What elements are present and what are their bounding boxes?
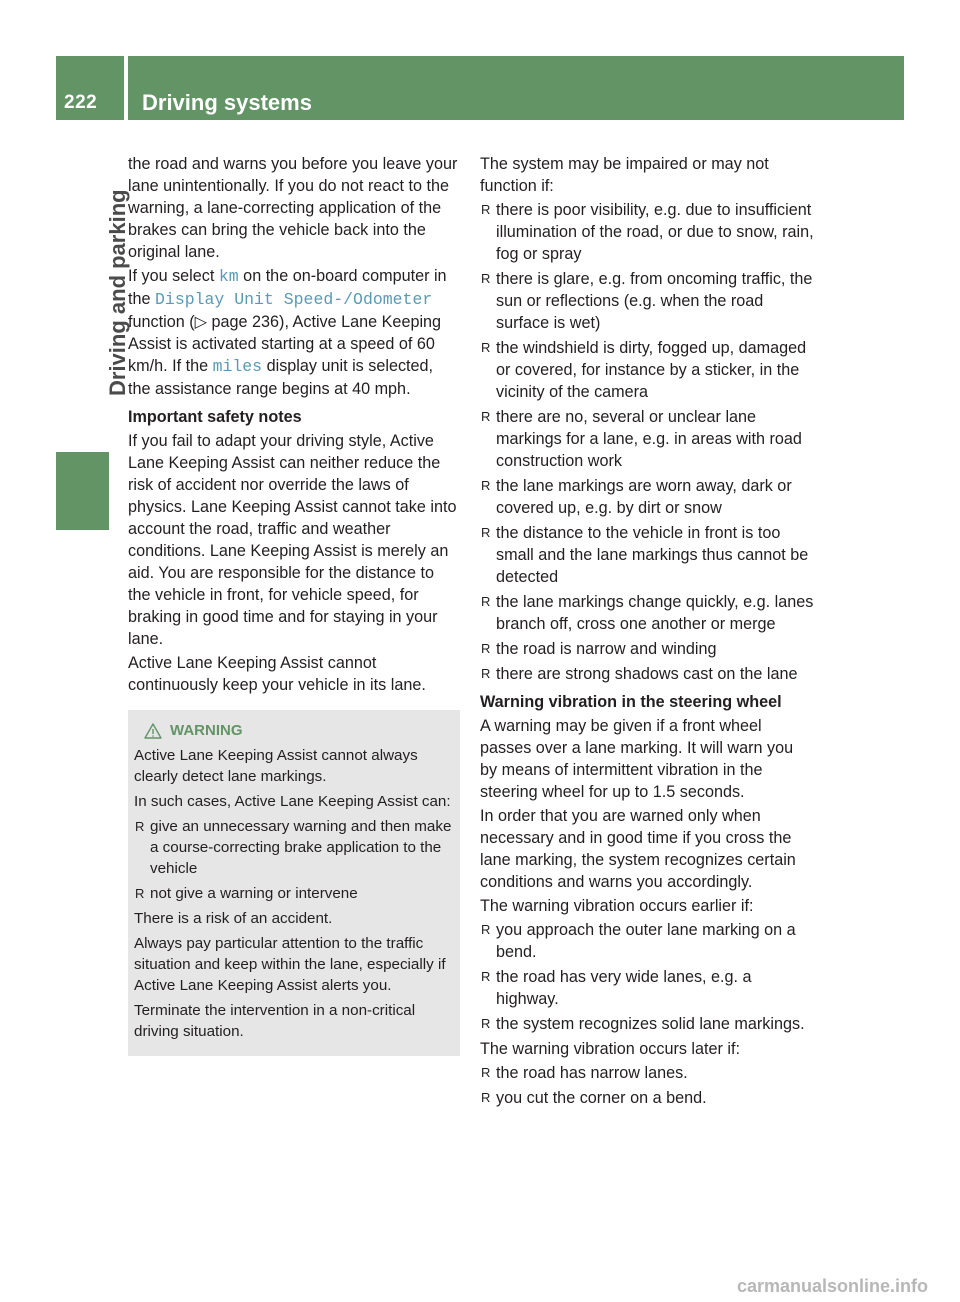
list-item: R you cut the corner on a bend. xyxy=(480,1087,814,1109)
earlier-intro: The warning vibration occurs earlier if: xyxy=(480,897,754,915)
list-item: R the lane markings change quickly, e.g. lanes branch off, cross one another or merge xyxy=(480,591,814,635)
later-bullet-list xyxy=(480,1062,814,1109)
list-item: R there is glare, e.g. from oncoming traffic, the sun or reflections (e.g. when the road surface is wet) xyxy=(480,268,814,334)
warning-paragraph-3: There is a risk of an accident. xyxy=(134,910,333,927)
list-item: R there are no, several or unclear lane markings for a lane, e.g. in areas with road construction work xyxy=(480,406,814,472)
side-tab-label: Driving and parking xyxy=(105,189,130,396)
safety-paragraph-1: If you fail to adapt your driving style, Active Lane Keeping Assist can neither reduce the risk of accident nor override the laws of physics. Lane Keeping Assist cannot take into account the road, traffic and weather conditions. Lane Keeping Assist is merely an aid. You are responsible for the distance to the vehicle in front, for vehicle speed, for braking in good time and for staying in your lane. xyxy=(128,432,457,648)
miles-code: miles xyxy=(212,357,263,376)
list-item: R there is poor visibility, e.g. due to insufficient illumination of the road, or due to snow, rain, fog or spray xyxy=(480,199,814,265)
right-column xyxy=(480,153,814,1112)
warning-paragraph-1: Active Lane Keeping Assist cannot always clearly detect lane markings. xyxy=(134,747,418,785)
text-segment: If you select xyxy=(128,267,219,285)
later-intro: The warning vibration occurs later if: xyxy=(480,1040,741,1058)
warning-header xyxy=(134,720,452,741)
list-item: R the road has very wide lanes, e.g. a highway. xyxy=(480,966,814,1010)
list-item: R the windshield is dirty, fogged up, damaged or covered, for instance by a sticker, in the vicinity of the camera xyxy=(480,337,814,403)
watermark: carmanualsonline.info xyxy=(736,1276,928,1296)
list-item: R the distance to the vehicle in front is too small and the lane markings thus cannot be detected xyxy=(480,522,814,588)
warning-bullet-list xyxy=(134,816,452,904)
page-number: 222 xyxy=(64,92,98,113)
vibration-heading: Warning vibration in the steering wheel xyxy=(480,693,782,711)
left-column xyxy=(128,153,460,1056)
list-item: R not give a warning or intervene xyxy=(134,883,452,904)
safety-heading: Important safety notes xyxy=(128,408,302,426)
intro-paragraph: the road and warns you before you leave your lane unintentionally. If you do not react to the warning, a lane-correcting application of the brakes can bring the vehicle back into the original lane. xyxy=(128,155,458,261)
warning-paragraph-2: In such cases, Active Lane Keeping Assist can: xyxy=(134,793,451,810)
earlier-bullet-list xyxy=(480,919,814,1035)
km-code: km xyxy=(218,267,239,286)
impaired-bullet-list xyxy=(480,199,814,685)
warning-paragraph-5: Terminate the intervention in a non-critical driving situation. xyxy=(134,1002,416,1040)
page-reference-link[interactable]: page 236), Active Lane Keeping Assist is activated starting at a speed of 60 km/h. If the xyxy=(128,313,442,375)
page-reference-arrow-icon: ▷ xyxy=(194,313,208,331)
warning-title: WARNING xyxy=(170,722,243,739)
list-item: R the road has narrow lanes. xyxy=(480,1062,814,1084)
safety-paragraph-2: Active Lane Keeping Assist cannot continuously keep your vehicle in its lane. xyxy=(128,654,426,694)
list-item: R there are strong shadows cast on the lane xyxy=(480,663,814,685)
list-item: R you approach the outer lane marking on a bend. xyxy=(480,919,814,963)
impaired-intro: The system may be impaired or may not function if: xyxy=(480,155,769,195)
side-tab-marker xyxy=(56,452,109,530)
header-divider xyxy=(124,56,128,124)
list-item: R the road is narrow and winding xyxy=(480,638,814,660)
text-segment: on the on-board computer in the xyxy=(128,267,447,308)
warning-paragraph-4: Always pay particular attention to the traffic situation and keep within the lane, especially if Active Lane Keeping Assist alerts you. xyxy=(134,935,446,994)
warning-box xyxy=(128,710,460,1056)
text-segment: display unit is selected, the assistance range begins at 40 mph. xyxy=(128,357,434,398)
list-item: R the system recognizes solid lane markings. xyxy=(480,1013,814,1035)
list-item: R the lane markings are worn away, dark or covered up, e.g. by dirt or snow xyxy=(480,475,814,519)
list-item: R give an unnecessary warning and then make a course-correcting brake application to the vehicle xyxy=(134,816,452,879)
section-title: Driving systems xyxy=(142,90,312,115)
vibration-paragraph-1: A warning may be given if a front wheel passes over a lane marking. It will warn you by means of intermittent vibration in the steering wheel for up to 1.5 seconds. xyxy=(480,717,794,801)
selection-paragraph xyxy=(128,265,460,400)
warning-triangle-icon xyxy=(144,723,162,739)
display-unit-code: Display Unit Speed-/Odometer xyxy=(155,290,433,309)
vibration-paragraph-2: In order that you are warned only when necessary and in good time if you cross the lane marking, the system recognizes certain conditions and warns you accordingly. xyxy=(480,807,796,891)
text-segment: function ( xyxy=(128,313,195,331)
